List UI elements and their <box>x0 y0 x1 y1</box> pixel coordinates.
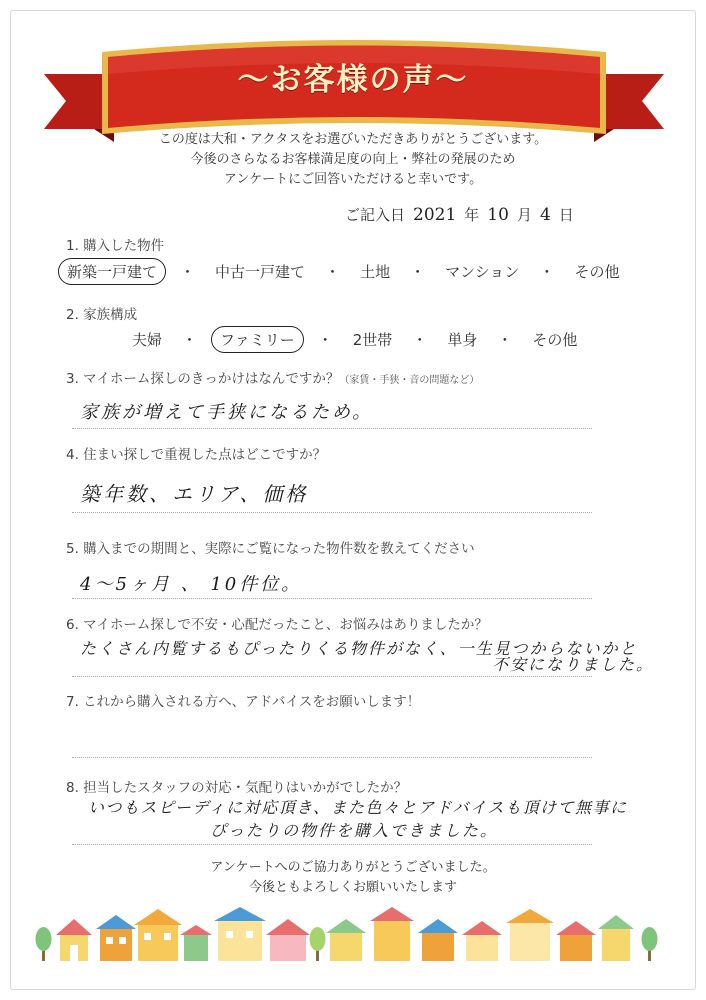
closing-text <box>0 858 706 898</box>
q1-option-new-house[interactable]: 新築一戸建て <box>58 258 166 285</box>
intro-line: この度は大和・アクタスをお選びいただきありがとうございます。 <box>158 132 548 147</box>
date-row <box>345 204 574 225</box>
q6-label: 6. マイホーム探しで不安・心配だったこと、お悩みはありましたか？ <box>66 617 488 633</box>
tree-icon <box>642 927 658 961</box>
intro-text <box>0 130 706 190</box>
houses-illustration <box>30 905 676 965</box>
q1-option-land[interactable]: 土地 <box>360 263 391 281</box>
intro-line: アンケートにご回答いただけると幸いです。 <box>223 172 483 187</box>
house-icon <box>180 925 212 961</box>
house-icon <box>214 907 266 961</box>
house-icon <box>462 921 502 961</box>
date-month: 10 <box>487 205 509 225</box>
answer-line <box>72 676 592 677</box>
q6-answer-line-1: たくさん内覧するもぴったりくる物件がなく、一生見つからないかと <box>80 639 638 658</box>
tree-icon <box>310 927 326 961</box>
q2-option-single[interactable]: 単身 <box>447 331 478 349</box>
q7-label: 7. これから購入される方へ、アドバイスをお願いします！ <box>66 694 421 710</box>
q1-label: 1. 購入した物件 <box>66 238 165 254</box>
house-icon <box>506 909 554 961</box>
q3-note: （家賃・手狭・音の問題など） <box>339 375 480 386</box>
date-day: 4 <box>539 205 551 225</box>
q1-option-other[interactable]: その他 <box>574 263 620 281</box>
q4-answer: 築年数、エリア、価格 <box>80 482 309 506</box>
q1-option-used-house[interactable]: 中古一戸建て <box>215 263 306 281</box>
q4-label: 4. 住まい探しで重視した点はどこですか？ <box>66 447 327 463</box>
answer-line <box>72 428 592 429</box>
answer-line <box>72 844 592 845</box>
house-icon <box>134 909 182 961</box>
q2-options: 夫婦 ・ ファミリー ・ 2世帯 ・ 単身 ・ その他 <box>126 326 583 353</box>
q5-label: 5. 購入までの期間と、実際にご覧になった物件数を教えてください <box>66 541 475 557</box>
answer-line <box>72 757 592 758</box>
page-title: ～お客様の声～ <box>237 62 469 98</box>
q3-label-text: 3. マイホーム探しのきっかけはなんですか？ <box>66 371 340 387</box>
q3-label <box>66 367 479 387</box>
house-icon <box>556 921 596 961</box>
q8-answer-line-1: いつもスピーディに対応頂き、また色々とアドバイスも頂けて無事に <box>88 798 628 817</box>
house-icon <box>96 915 136 961</box>
date-month-unit: 月 <box>516 206 532 224</box>
house-icon <box>326 919 366 961</box>
date-label: ご記入日 <box>345 206 406 224</box>
house-icon <box>370 907 414 961</box>
q2-option-two-gen[interactable]: 2世帯 <box>352 331 393 349</box>
house-icon <box>598 915 634 961</box>
q2-label: 2. 家族構成 <box>66 307 138 323</box>
q8-answer-line-2: ぴったりの物件を購入できました。 <box>210 821 499 840</box>
q6-answer-line-2: 不安になりました。 <box>492 655 655 674</box>
q2-option-couple[interactable]: 夫婦 <box>132 331 163 349</box>
date-year: 2021 <box>413 205 457 225</box>
house-icon <box>56 919 92 961</box>
intro-line: 今後のさらなるお客様満足度の向上・弊社の発展のため <box>190 152 516 167</box>
tree-icon <box>36 927 52 961</box>
q2-option-family[interactable]: ファミリー <box>211 326 304 353</box>
answer-line <box>72 512 592 513</box>
date-year-unit: 年 <box>464 206 480 224</box>
closing-line: 今後ともよろしくお願いいたします <box>248 880 457 895</box>
q2-option-other[interactable]: その他 <box>532 331 578 349</box>
q3-answer: 家族が増えて手狭になるため。 <box>80 402 374 423</box>
answer-line <box>72 598 592 599</box>
house-icon <box>418 919 458 961</box>
house-icon <box>266 919 310 961</box>
date-day-unit: 日 <box>558 206 574 224</box>
q1-options: 新築一戸建て ・ 中古一戸建て ・ 土地 ・ マンション ・ その他 <box>58 258 625 285</box>
closing-line: アンケートへのご協力ありがとうございました。 <box>210 860 496 875</box>
q8-label: 8. 担当したスタッフの対応・気配りはいかがでしたか？ <box>66 780 408 796</box>
q1-option-mansion[interactable]: マンション <box>445 263 520 281</box>
q5-answer: 4～5ヶ月 、 10件位。 <box>80 574 303 595</box>
